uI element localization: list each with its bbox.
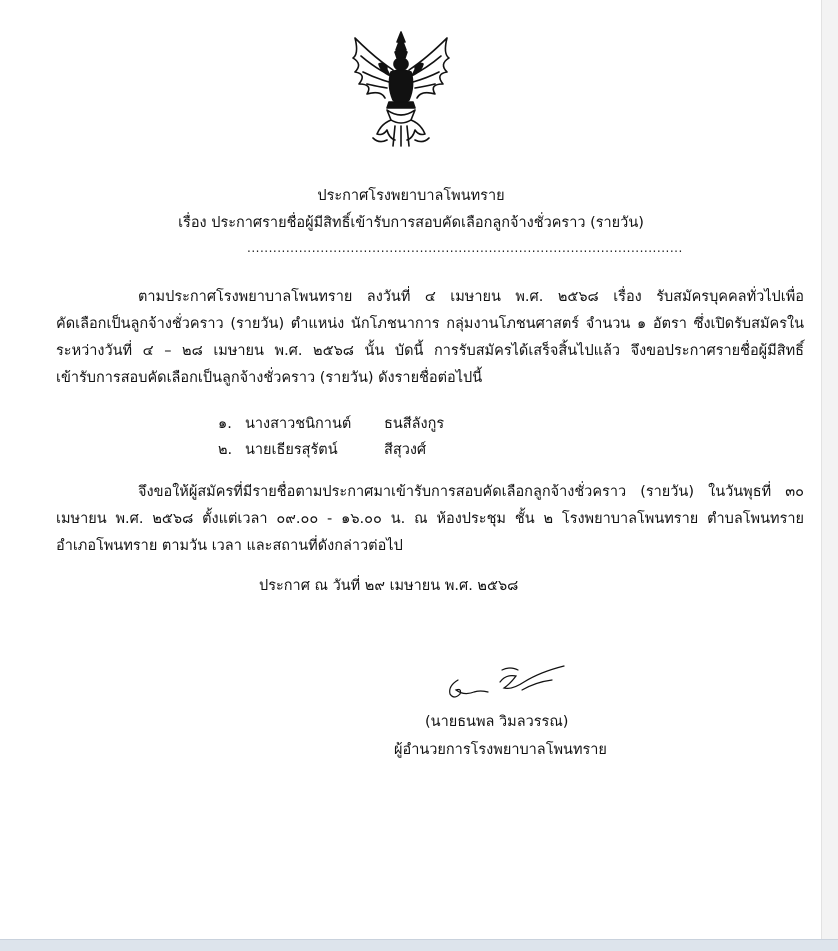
candidate-number: ๒. <box>218 442 233 458</box>
separator-dots: ..................................................................................................... <box>247 241 683 255</box>
paragraph-1-line-3: ระหว่างวันที่ ๔ – ๒๘ เมษายน พ.ศ. ๒๕๖๘ นั้น บัดนี้ การรับสมัครได้เสร็จสิ้นไปแล้ว จึงขอประกาศรายชื่อผู้มีสิทธิ์ <box>56 343 804 359</box>
candidate-last-name: สีสุวงศ์ <box>384 442 427 458</box>
paragraph-2-line-3: อำเภอโพนทราย ตามวัน เวลา และสถานที่ดังกล่าวต่อไป <box>56 538 403 554</box>
paragraph-1-line-4: เข้ารับการสอบคัดเลือกเป็นลูกจ้างชั่วคราว (รายวัน) ดังรายชื่อต่อไปนี้ <box>56 370 483 386</box>
director-signature <box>440 660 575 705</box>
candidate-number: ๑. <box>218 416 232 432</box>
paragraph-1-line-2: คัดเลือกเป็นลูกจ้างชั่วคราว (รายวัน) ตำแหน่ง นักโภชนาการ กลุ่มงานโภชนศาสตร์ จำนวน ๑ อัตรา ซึ่งเปิดรับสมัครใน <box>56 316 804 332</box>
candidate-first-name: นางสาวชนิกานต์ <box>245 416 352 432</box>
paragraph-2-line-2: เมษายน พ.ศ. ๒๕๖๘ ตั้งแต่เวลา ๐๙.๐๐ - ๑๖.๐๐ น. ณ ห้องประชุม ชั้น ๒ โรงพยาบาลโพนทราย ตำบลโพนทราย <box>56 511 804 527</box>
status-bar <box>0 939 838 951</box>
paragraph-2-line-1: จึงขอให้ผู้สมัครที่มีรายชื่อตามประกาศมาเข้ารับการสอบคัดเลือกลูกจ้างชั่วคราว (รายวัน) ในวันพุธที่ ๓๐ <box>138 484 804 500</box>
garuda-emblem-icon <box>345 28 457 148</box>
vertical-scrollbar[interactable] <box>821 0 838 940</box>
announcement-subject: เรื่อง ประกาศรายชื่อผู้มีสิทธิ์เข้ารับการสอบคัดเลือกลูกจ้างชั่วคราว (รายวัน) <box>178 215 644 231</box>
announcement-date: ประกาศ ณ วันที่ ๒๙ เมษายน พ.ศ. ๒๕๖๘ <box>259 578 519 594</box>
candidate-first-name: นายเธียรสุรัตน์ <box>245 442 338 458</box>
signatory-position: ผู้อำนวยการโรงพยาบาลโพนทราย <box>394 742 607 758</box>
candidate-last-name: ธนสีลังกูร <box>384 416 445 432</box>
announcement-title: ประกาศโรงพยาบาลโพนทราย <box>317 188 505 204</box>
signatory-name: (นายธนพล วิมลวรรณ) <box>425 714 569 730</box>
paragraph-1-line-1: ตามประกาศโรงพยาบาลโพนทราย ลงวันที่ ๔ เมษายน พ.ศ. ๒๕๖๘ เรื่อง รับสมัครบุคคลทั่วไปเพื่อ <box>138 289 804 305</box>
